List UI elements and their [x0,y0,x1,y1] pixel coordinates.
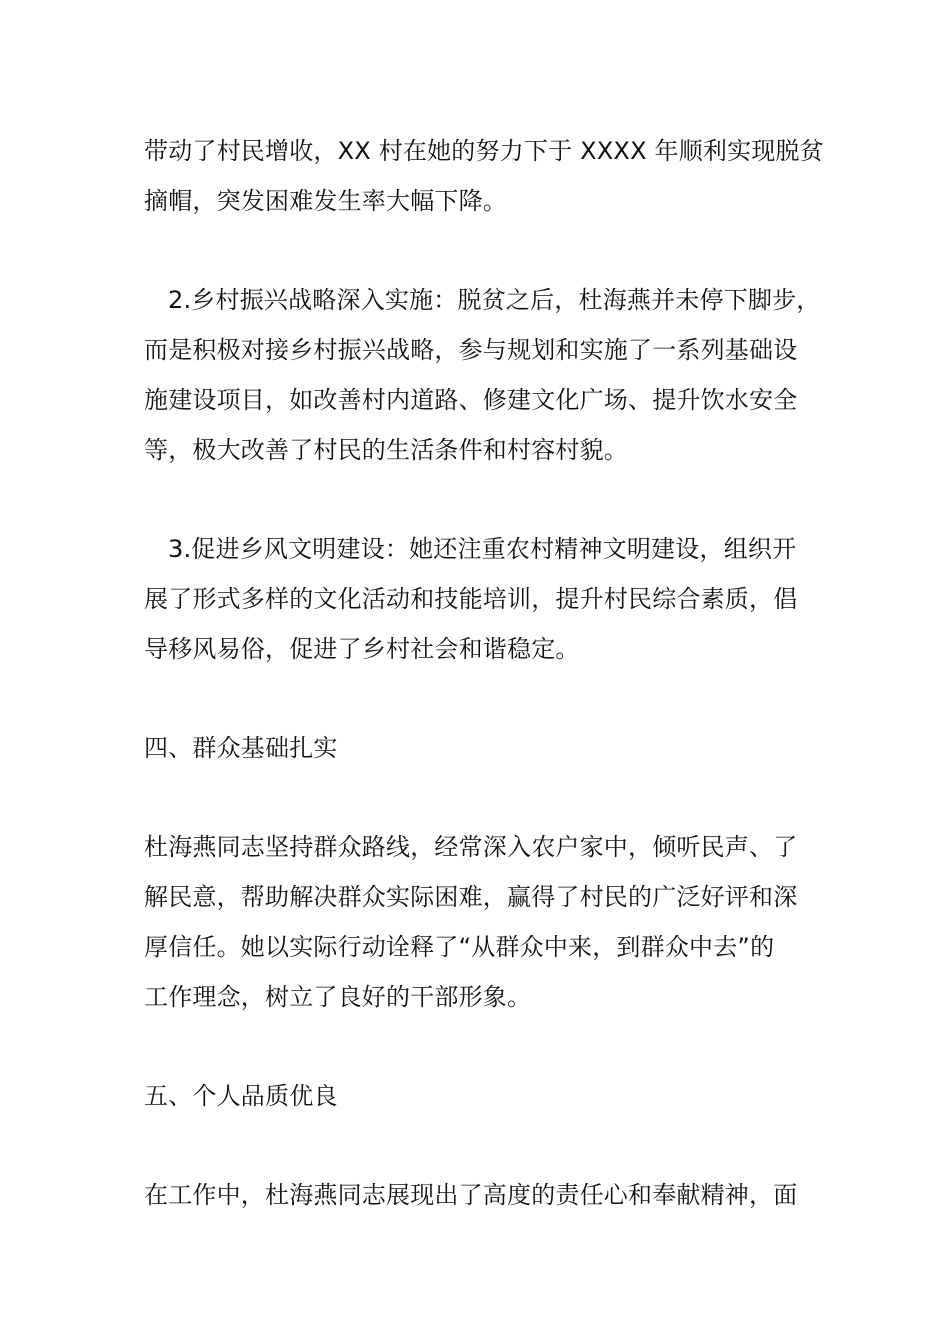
section-heading: 五、个人品质优良 [144,1082,338,1110]
paragraph-section-4 [144,822,816,1022]
paragraph-continued [144,126,824,226]
paragraph-line: 展了形式多样的文化活动和技能培训，提升村民综合素质，倡 [144,585,798,613]
paragraph-line: 摘帽，突发困难发生率大幅下降。 [144,187,507,215]
paragraph-line: 厚信任。她以实际行动诠释了“从群众中来，到群众中去”的 [144,933,775,961]
paragraph-line: 3.促进乡风文明建设：她还注重农村精神文明建设，组织开 [168,535,797,563]
paragraph-line: 工作理念，树立了良好的干部形象。 [144,983,532,1011]
paragraph-item-2 [144,275,821,475]
paragraph-item-3 [144,524,816,674]
section-heading-4 [144,723,816,773]
section-heading: 四、群众基础扎实 [144,734,338,762]
paragraph-section-5 [144,1170,816,1220]
section-heading-5 [144,1071,816,1121]
paragraph-line: 而是积极对接乡村振兴战略，参与规划和实施了一系列基础设 [144,336,798,364]
paragraph-line: 解民意，帮助解决群众实际困难，赢得了村民的广泛好评和深 [144,883,798,911]
paragraph-line: 带动了村民增收，XX 村在她的努力下于 XXXX 年顺利实现脱贫 [144,137,824,165]
paragraph-line: 2.乡村振兴战略深入实施：脱贫之后，杜海燕并未停下脚步， [168,286,821,314]
paragraph-line: 杜海燕同志坚持群众路线，经常深入农户家中，倾听民声、了 [144,833,798,861]
paragraph-line: 导移风易俗，促进了乡村社会和谐稳定。 [144,635,580,663]
paragraph-line: 施建设项目，如改善村内道路、修建文化广场、提升饮水安全 [144,386,798,414]
paragraph-line: 在工作中，杜海燕同志展现出了高度的责任心和奉献精神，面 [144,1181,798,1209]
paragraph-line: 等，极大改善了村民的生活条件和村容村貌。 [144,436,628,464]
